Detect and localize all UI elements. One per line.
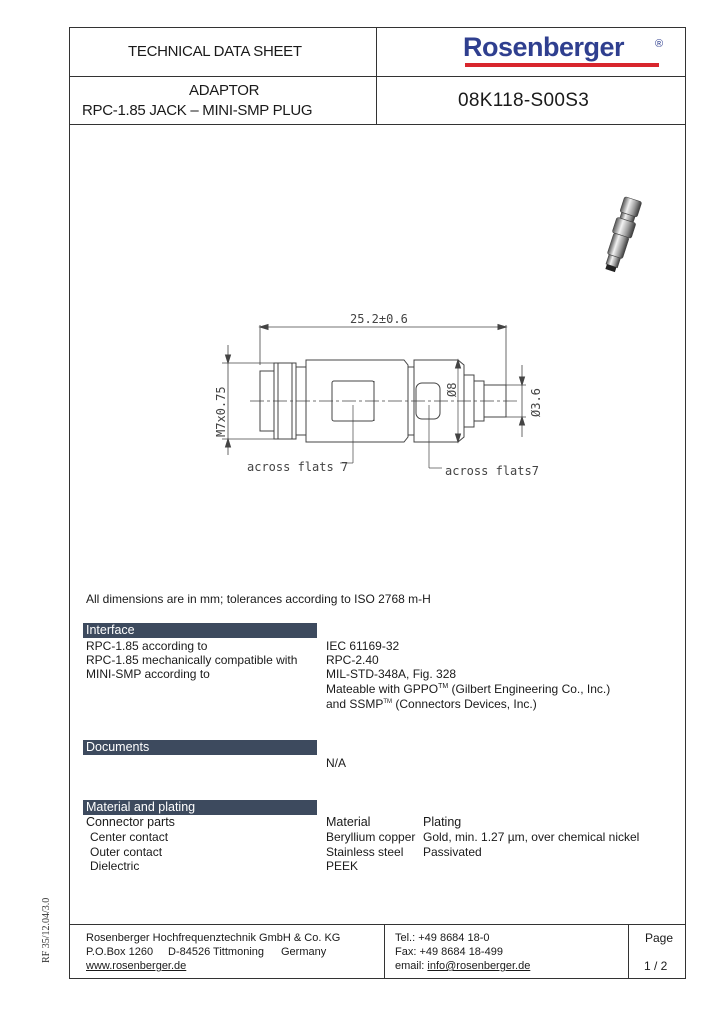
website-link[interactable]: www.rosenberger.de <box>86 960 187 972</box>
email-row <box>395 960 530 972</box>
product-type: ADAPTOR <box>189 82 260 99</box>
part-number: 08K118-S00S3 <box>458 90 590 111</box>
mateable-ssmp <box>326 697 537 711</box>
mateable-gppo-tm: TM <box>438 683 449 690</box>
interface-value-2: RPC-2.40 <box>326 653 379 667</box>
flats-left-label: across flats 7 <box>247 460 349 474</box>
documents-value: N/A <box>326 756 347 770</box>
mateable-ssmp-tm: TM <box>383 699 393 705</box>
overall-length-label: 25.2±0.6 <box>350 312 408 326</box>
product-description: RPC-1.85 JACK – MINI-SMP PLUG <box>82 102 313 119</box>
part-name-3: Dielectric <box>90 859 140 873</box>
document-revision-code: RF 35/12.04/3.0 <box>41 897 52 963</box>
thread-label: M7x0.75 <box>214 386 228 437</box>
product-photo <box>590 195 650 280</box>
part-plating-2: Passivated <box>423 845 482 859</box>
material-heading: Material and plating <box>83 800 317 815</box>
mateable-gppo-suffix: (Gilbert Engineering Co., Inc.) <box>448 682 611 696</box>
footer-vertical-divider-2 <box>628 924 629 979</box>
part-name-2: Outer contact <box>90 845 163 859</box>
documents-heading: Documents <box>83 740 317 755</box>
part-plating-1: Gold, min. 1.27 µm, over chemical nickel <box>423 830 640 844</box>
connector-parts-header: Connector parts <box>86 815 175 829</box>
mateable-gppo-prefix: Mateable with GPPO <box>326 682 439 696</box>
country: Germany <box>281 946 327 958</box>
interface-value-3: MIL-STD-348A, Fig. 328 <box>326 667 457 681</box>
dimension-drawing <box>200 305 560 495</box>
body-diameter-label: Ø8 <box>445 382 459 397</box>
doc-type-title: TECHNICAL DATA SHEET <box>128 43 302 60</box>
tip-diameter-label: Ø3.6 <box>529 388 543 417</box>
mateable-ssmp-prefix: and SSMP <box>326 697 384 711</box>
page-label: Page <box>645 931 674 945</box>
header-vertical-divider <box>376 27 377 124</box>
mateable-ssmp-suffix: (Connectors Devices, Inc.) <box>392 697 537 711</box>
footer-vertical-divider-1 <box>384 924 385 979</box>
brand-logo-underline <box>465 63 659 67</box>
brand-logo: Rosenberger <box>463 32 625 62</box>
email-label: email: <box>395 960 428 972</box>
interface-label-1: RPC-1.85 according to <box>86 639 208 653</box>
header-divider-1 <box>69 76 686 77</box>
interface-label-2: RPC-1.85 mechanically compatible with <box>86 653 298 667</box>
plating-column-header: Plating <box>423 815 462 829</box>
interface-heading: Interface <box>83 623 317 638</box>
email-link[interactable]: info@rosenberger.de <box>427 960 531 972</box>
flats-right-label: across flats7 <box>445 464 539 478</box>
mateable-gppo <box>326 682 610 696</box>
part-material-3: PEEK <box>326 859 359 873</box>
dimensions-note: All dimensions are in mm; tolerances according to ISO 2768 m-H <box>86 592 431 606</box>
brand-registered-mark: ® <box>655 38 664 50</box>
po-box: P.O.Box 1260 <box>86 946 154 958</box>
telephone: Tel.: +49 8684 18-0 <box>395 932 490 944</box>
interface-value-1: IEC 61169-32 <box>326 639 400 653</box>
city: D-84526 Tittmoning <box>168 946 264 958</box>
fax: Fax: +49 8684 18-499 <box>395 946 503 958</box>
part-name-1: Center contact <box>90 830 169 844</box>
interface-label-3: MINI-SMP according to <box>86 667 210 681</box>
company-name: Rosenberger Hochfrequenztechnik GmbH & Co. KG <box>86 932 341 944</box>
part-material-2: Stainless steel <box>326 845 404 859</box>
part-material-1: Beryllium copper <box>326 830 416 844</box>
header-divider-2 <box>69 124 686 125</box>
footer-divider <box>69 924 686 925</box>
page-number: 1 / 2 <box>644 959 668 973</box>
material-column-header: Material <box>326 815 371 829</box>
